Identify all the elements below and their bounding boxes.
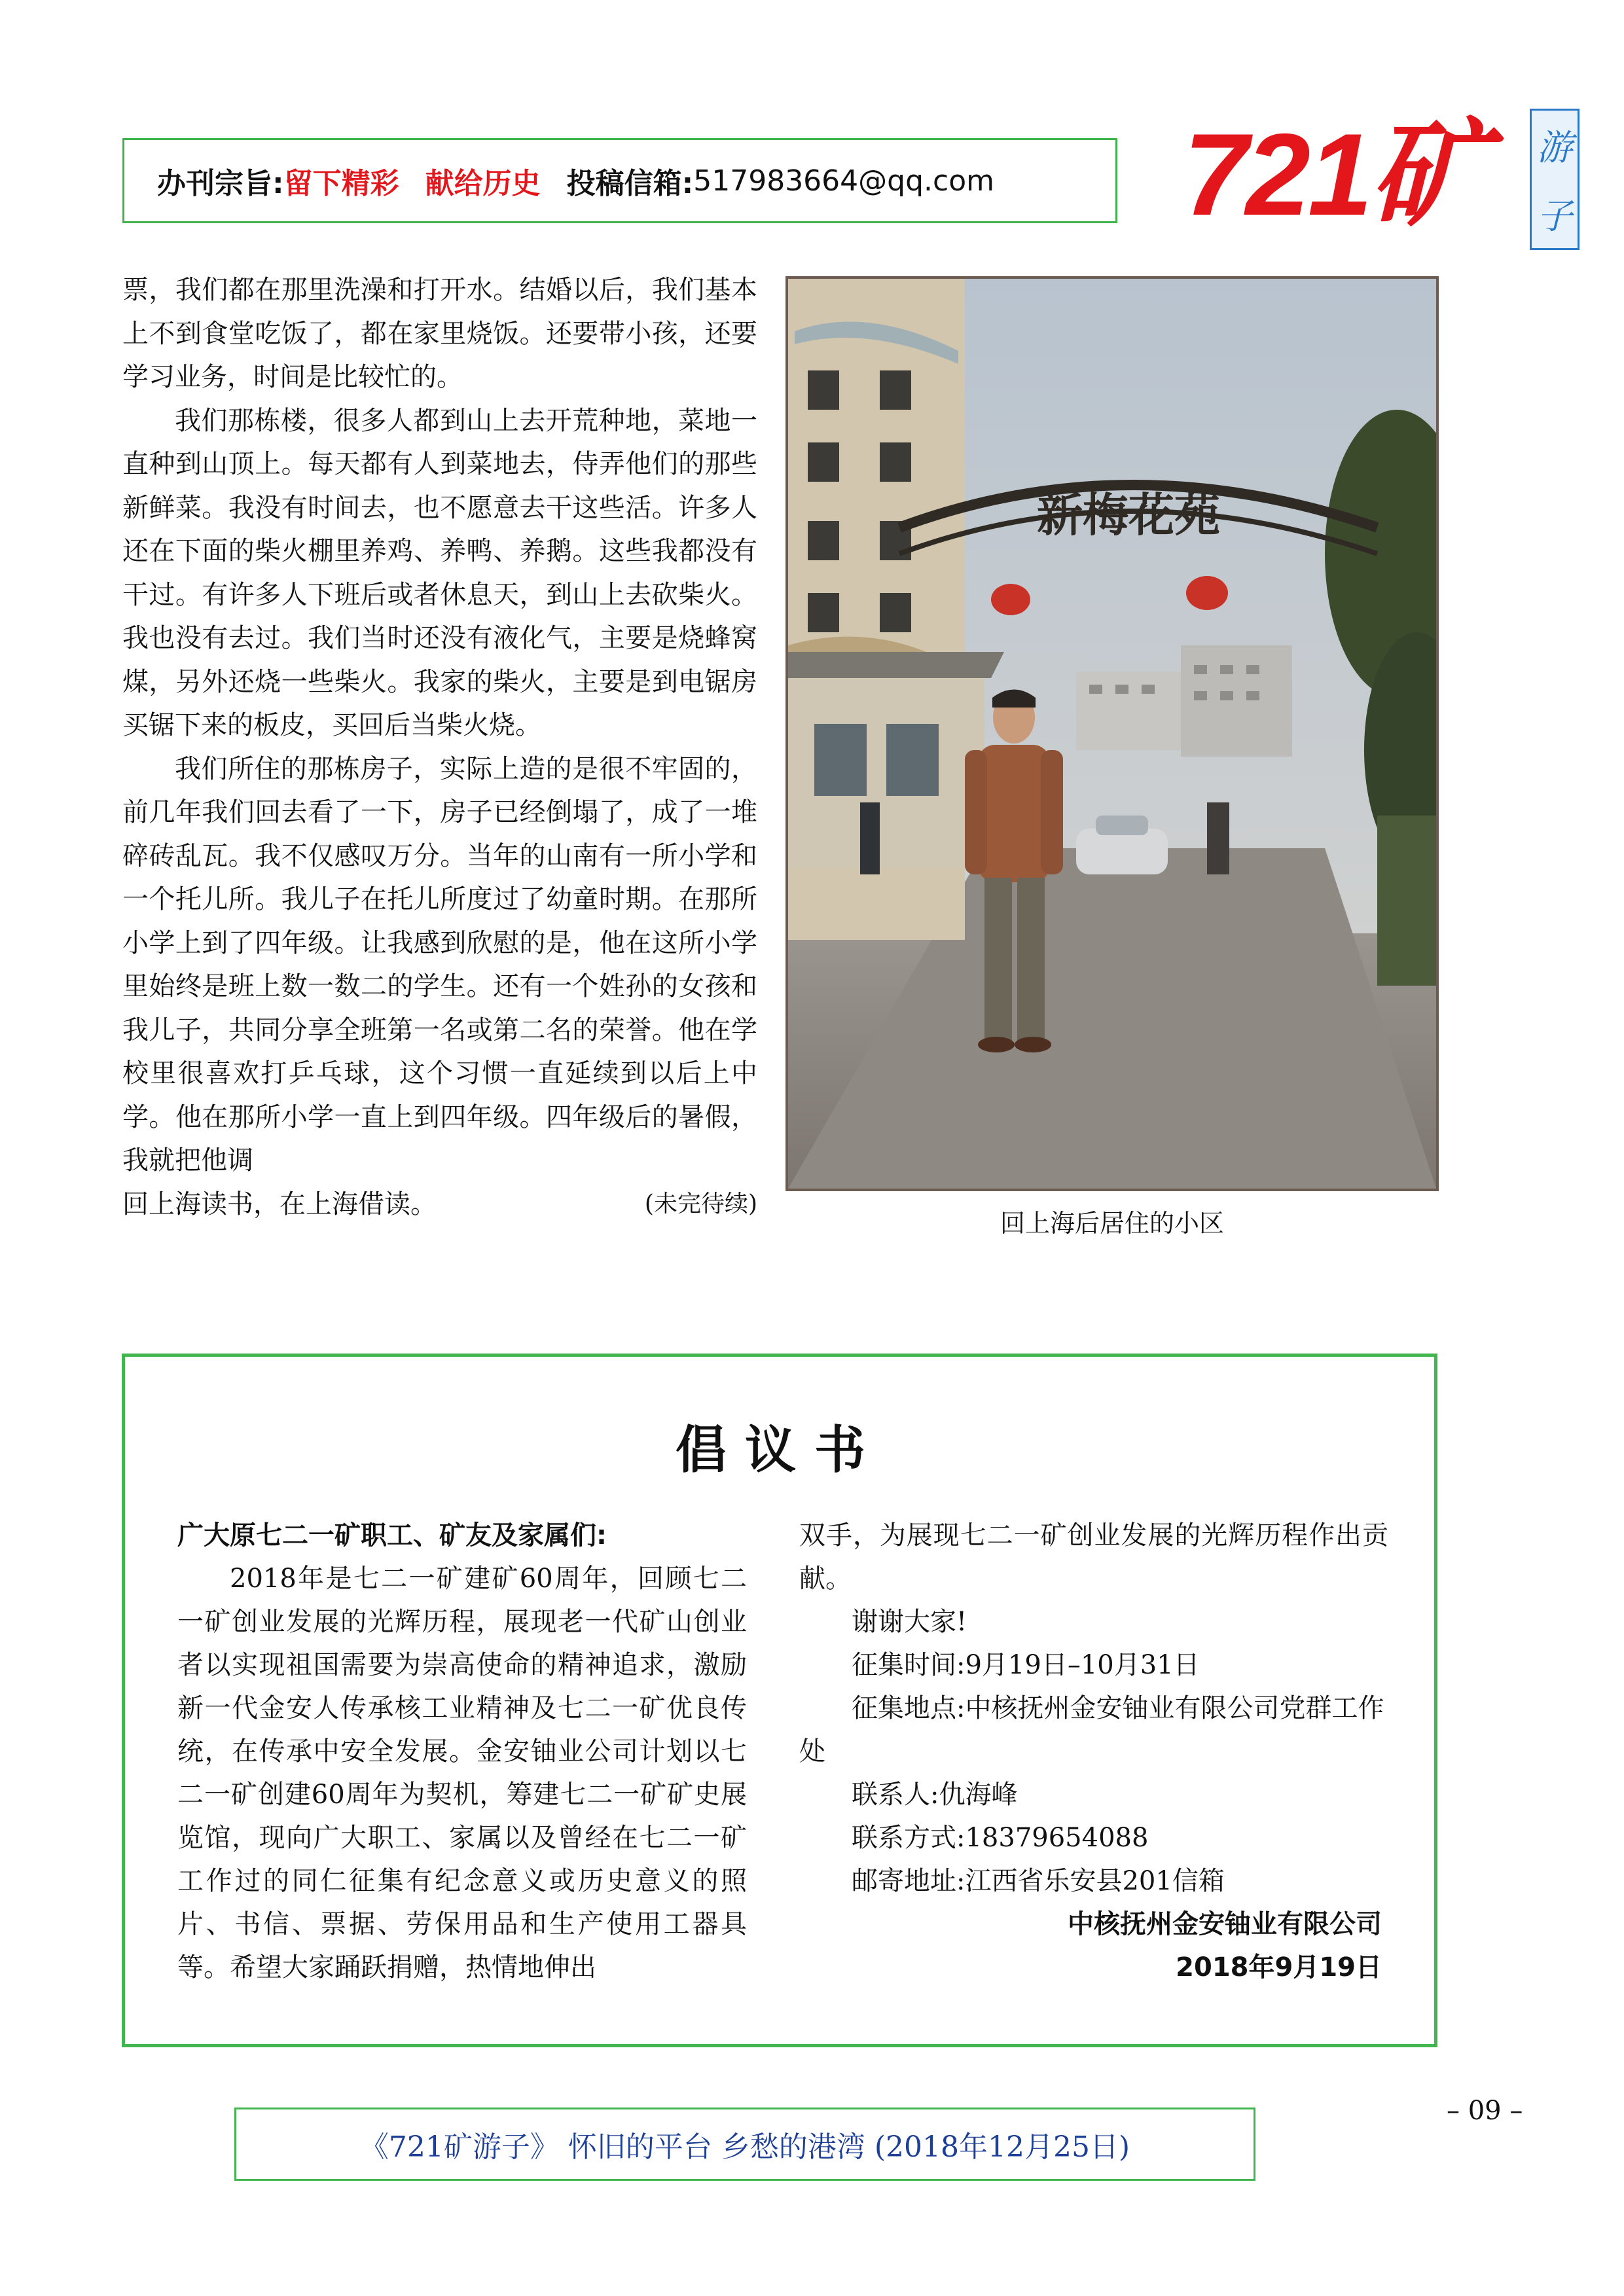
footer-banner [234, 2108, 1255, 2181]
proposal-contact-phone: 联系方式:18379654088 [852, 1823, 1149, 1853]
proposal-place: 征集地点:中核抚州金安铀业有限公司党群工作处 [799, 1693, 1384, 1767]
article-paragraph: 我们所住的那栋房子，实际上造的是很不牢固的，前几年我们回去看了一下，房子已经倒塌了，成了一堆碎砖乱瓦。我不仅感叹万分。当年的山南有一所小学和一个托儿所。我儿子在托儿所度过了幼童时期。在那所小学上到了四年级。让我感到欣慰的是，他在这所小学里始终是班上数一数二的学生。还有一个姓孙的女孩和我儿子，共同分享全班第一名或第二名的荣誉。他在学校里很喜欢打乒乓球，这个习惯一直延续到以后上中学。他在那所小学一直上到四年级。四年级后的暑假，我就把他调 [122, 753, 757, 1175]
article-paragraph-end: 回上海读书，在上海借读。 [122, 1189, 437, 1219]
motto-phrase-1: 留下精彩 [283, 167, 399, 200]
article-body [122, 268, 757, 1226]
proposal-body-continued: 双手，为展现七二一矿创业发展的光辉历程作出贡献。 [799, 1520, 1388, 1594]
page-number: – 09 – [1447, 2096, 1523, 2126]
motto-label: 办刊宗旨: [157, 167, 284, 200]
motto-phrase-2: 献给历史 [425, 167, 541, 200]
brand-logo: 721矿 [1183, 109, 1484, 240]
arch-sign-text: 新梅花苑 [1037, 488, 1220, 542]
article-last-line [122, 1183, 757, 1227]
proposal-title: 倡议书 [675, 1421, 884, 1480]
proposal-signature: 中核抚州金安铀业有限公司 [1068, 1909, 1382, 1939]
article-paragraph: 我们那栋楼，很多人都到山上去开荒种地，菜地一直种到山顶上。每天都有人到菜地去，侍弄他们的那些新鲜菜。我没有时间去，也不愿意去干这些活。许多人还在下面的柴火棚里养鸡、养鸭、养鹅。这些我都没有干过。有许多人下班后或者休息天，到山上去砍柴火。我也没有去过。我们当时还没有液化气，主要是烧蜂窝煤，另外还烧一些柴火。我家的柴火，主要是到电锯房买锯下来的板皮，买回后当柴火烧。 [122, 405, 757, 740]
contact-label: 投稿信箱: [566, 167, 694, 200]
proposal-thanks: 谢谢大家! [852, 1607, 967, 1637]
proposal-box [122, 1354, 1437, 2047]
proposal-period: 征集时间:9月19日–10月31日 [852, 1650, 1200, 1680]
photo-community-gate [785, 276, 1439, 1191]
brand-box [1530, 109, 1579, 250]
proposal-address: 邮寄地址:江西省乐安县201信箱 [852, 1866, 1225, 1896]
footer-text: 《721矿游子》 怀旧的平台 乡愁的港湾 (2018年12月25日) [359, 2130, 1130, 2164]
to-be-continued: (未完待续) [644, 1190, 757, 1217]
article-paragraph: 票，我们都在那里洗澡和打开水。结婚以后，我们基本上不到食堂吃饭了，都在家里烧饭。还要带小孩，还要学习业务，时间是比较忙的。 [122, 275, 757, 392]
photo-caption: 回上海后居住的小区 [1000, 1209, 1224, 1238]
brand-box-char: 游 [1537, 127, 1572, 168]
contact-email: 517983664@qq.com [693, 164, 994, 198]
proposal-contact-person: 联系人:仇海峰 [852, 1780, 1018, 1810]
proposal-greeting: 广大原七二一矿职工、矿友及家属们: [177, 1520, 607, 1551]
proposal-date: 2018年9月19日 [1176, 1952, 1382, 1982]
proposal-right-column [799, 1514, 1388, 1989]
proposal-left-column [177, 1514, 747, 1989]
brand-box-char: 子 [1537, 196, 1572, 237]
proposal-body: 2018年是七二一矿建矿60周年，回顾七二一矿创业发展的光辉历程，展现老一代矿山创业者以实现祖国需要为崇高使命的精神追求，激励新一代金安人传承核工业精神及七二一矿优良传统，在传承中安全发展。金安铀业公司计划以七二一矿创建60周年为契机，筹建七二一矿矿史展览馆，现向广大职工、家属以及曾经在七二一矿工作过的同仁征集有纪念意义或历史意义的照片、书信、票据、劳保用品和生产使用工器具等。希望大家踊跃捐赠，热情地伸出 [177, 1564, 747, 1982]
motto-banner [122, 138, 1117, 223]
